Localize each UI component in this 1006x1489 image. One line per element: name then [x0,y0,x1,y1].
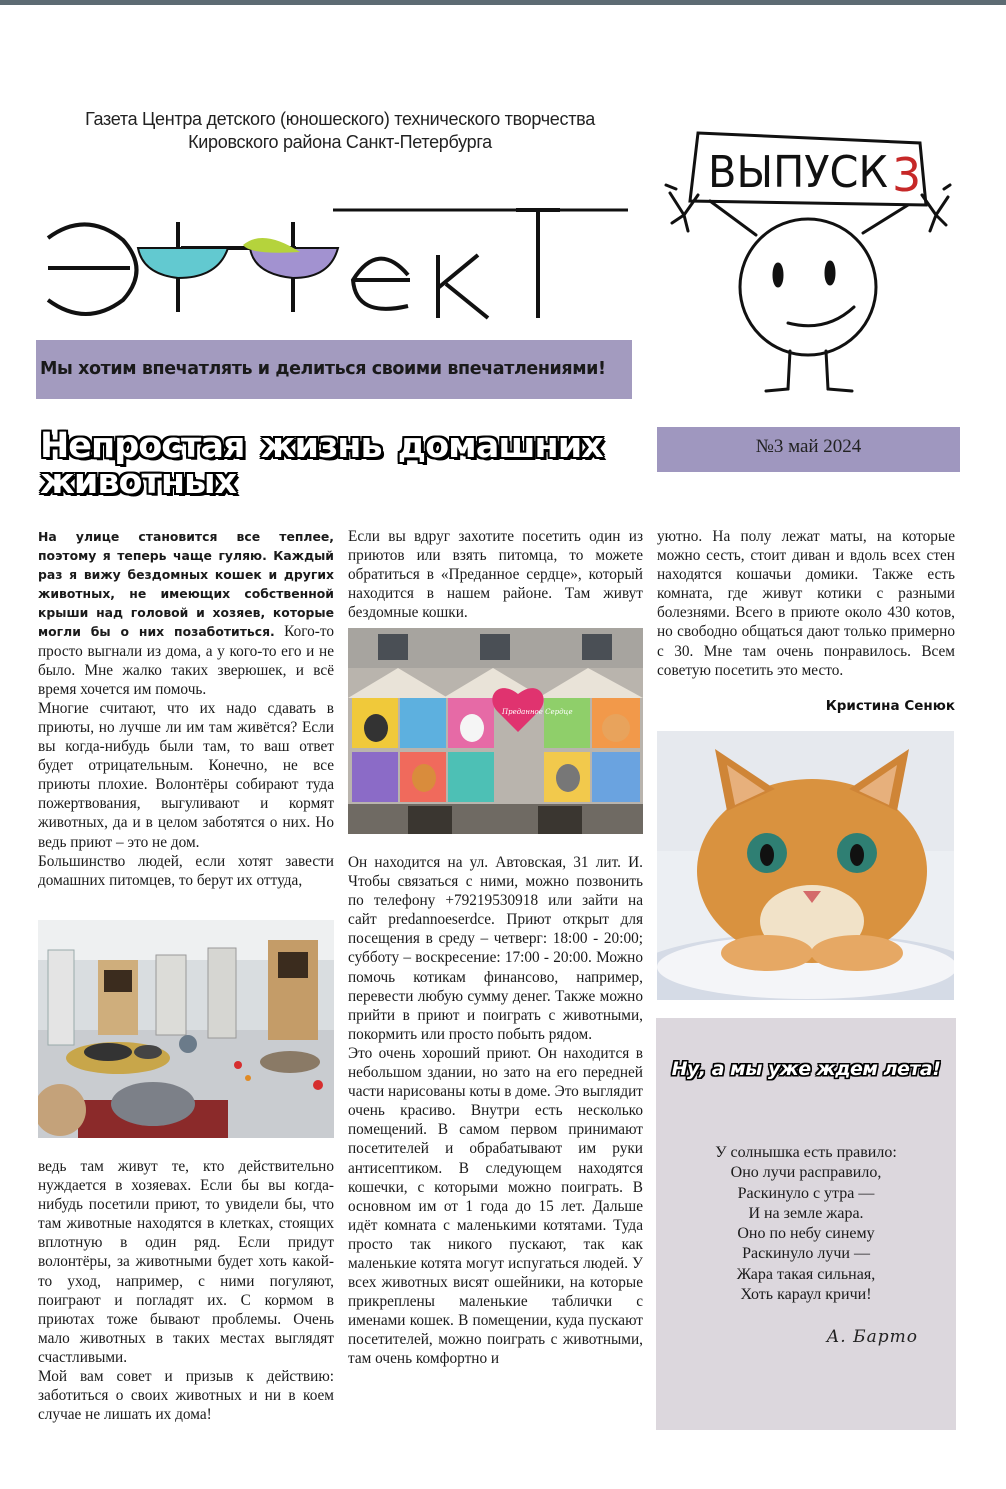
shelter-mural-photo [348,628,643,834]
poem-author: А. Барто [826,1327,918,1347]
article-paragraph-6: Если вы вдруг захотите посетить один из приютов или взять питомца, то можете обратиться в «Преданное сердце», который находится в нашем районе. Там живут бездомные кошки. [348,528,643,622]
ginger-cat-photo [657,731,954,1000]
article-paragraph-4: ведь там живут те, кто действительно нуждается в хозяевах. Если бы вы когда-нибудь посетили приют, то увидели бы, что там животные находятся в клетках, стоящих вплотную в один ряд. Если придут волонтёры, за животными будет хоть какой-то уход, например, с ними погуляют, поиграют и погладят их. С кормом в приютах тоже бывают проблемы. Очень мало животных в таких местах выглядят счастливыми. [38,1158,334,1366]
poem-line: Хоть караул кричи! [740,1286,872,1304]
article-column-2-top [348,527,643,622]
issue-badge: №3 май 2024 [657,427,960,472]
article-column-2-bottom [348,853,643,1369]
article-paragraph-7: Он находится на ул. Автовская, 31 лит. И. Чтобы связаться с ними, можно позвонить по телефону +79219530918 или зайти на сайт predannoeserdce. Приют открыт для посещения в среду – четверг: 18:00 - 20:00; субботу – воскресение: 17:00 - 20:00. Можно помочь котикам финансово, например, перевести любую сумму денег. Также можно прийти в приют и поиграть с животными, покормить или просто побыть рядом. [348,854,643,1043]
subtitle-line-1: Газета Центра детского (юношеского) технического творчества [85,109,595,129]
article-paragraph-2: Многие считают, что их надо сдавать в приюты, но лучше ли им там живётся? Если вы когда-нибудь были там, то ваш ответ будет отрицательным. Конечно, не все приюты плохие. Волонтёры собирают туда пожертвования, выгуливают и кормят животных, да и в целом заботятся о них. Но ведь приют – это не дом. [38,699,334,851]
poem-line: Оно лучи расправило, [730,1164,882,1182]
svg-text:ВЫПУСК: ВЫПУСК [708,147,888,198]
newspaper-logo [38,200,638,330]
article-column-1-bottom [38,1157,334,1424]
article-column-1-top [38,527,334,890]
mascot-sign-text: ВЫПУСК 3 [658,115,664,116]
mascot-illustration [658,115,952,405]
poem-line: Жара такая сильная, [736,1265,876,1283]
svg-text:3: 3 [892,148,922,202]
newspaper-subtitle [40,108,640,154]
mural-sign-text: Преданное Сердце [502,708,573,716]
newspaper-slogan: Мы хотим впечатлять и делиться своими впечатлениями! [36,340,632,399]
article-paragraph-9: уютно. На полу лежат маты, на которые можно сесть, стоит диван и вдоль всех стен находятся кошачьи домики. Также есть комната, где живут котики с разными болезнями. Всего в приюте около 430 котов, но свободно общаться дают только примерно с 30. Мне там очень понравилось. Всем советую посетить это место. [657,528,955,679]
article-author: Кристина Сенюк [825,698,955,714]
poem-text [656,1143,956,1305]
article-paragraph-3: Большинство людей, если хотят завести домашних питомцев, то берут их оттуда, [38,852,334,889]
article-headline: Непростая жизнь домашних животных [40,426,603,502]
poem-line: Раскинуло с утра — [737,1184,875,1202]
top-border [0,0,1006,5]
poem-box [656,1018,956,1430]
poem-line: Раскинуло лучи — [742,1245,870,1263]
article-column-3 [657,527,955,680]
poem-line: У солнышка есть правило: [715,1144,897,1161]
shelter-interior-photo [38,920,334,1138]
article-paragraph-5: Мой вам совет и призыв к действию: заботиться о своих животных и ни в коем случае не лишать их дома! [38,1368,334,1424]
article-paragraph-8: Это очень хороший приют. Он находится в небольшом здании, но зато на его передней части нарисованы коты в доме. Это выглядит очень красиво. Внутри есть несколько помещений. В самом первом принимают посетителей и обрабатывают им руки антисептиком. В следующем находятся кошечки, с которыми можно поиграть. В основном им от 1 года до 15 лет. Дальше идёт комната с маленькими котятами. Туда просто так никого пускают, так как маленькие котята могут испугаться людей. У всех животных висят ошейники, на которые прикреплены маленькие таблички с именами кошек. В помещении, куда пускают посетителей, можно поиграть с животными, там очень комфортно и [348,1044,643,1368]
poem-line: И на земле жара. [748,1204,864,1222]
poem-line: Оно по небу синему [737,1225,875,1243]
article-paragraph-1: На улице становится все теплее, поэтому я теперь чаще гуляю. Каждый раз я вижу бездомных кошек и других животных, не имеющих собственной крыши над головой и хозяев, которые могли бы о них позаботиться. Кого-то просто выгнали из дома, а у кого-то его и не было. Мне жалко таких зверюшек, и всё время хочется им помочь. [38,529,334,698]
effekt-logo-graphic [38,200,638,330]
poem-title: Ну, а мы уже ждем лета! [671,1058,941,1080]
subtitle-line-2: Кировского района Санкт-Петербурга [188,132,492,152]
article-lead: На улице становится все теплее, поэтому я теперь чаще гуляю. Каждый раз я вижу бездомных кошек и других животных, не имеющих собственной крыши над головой и хозяев, которые могли бы о них позаботиться. [38,529,334,640]
